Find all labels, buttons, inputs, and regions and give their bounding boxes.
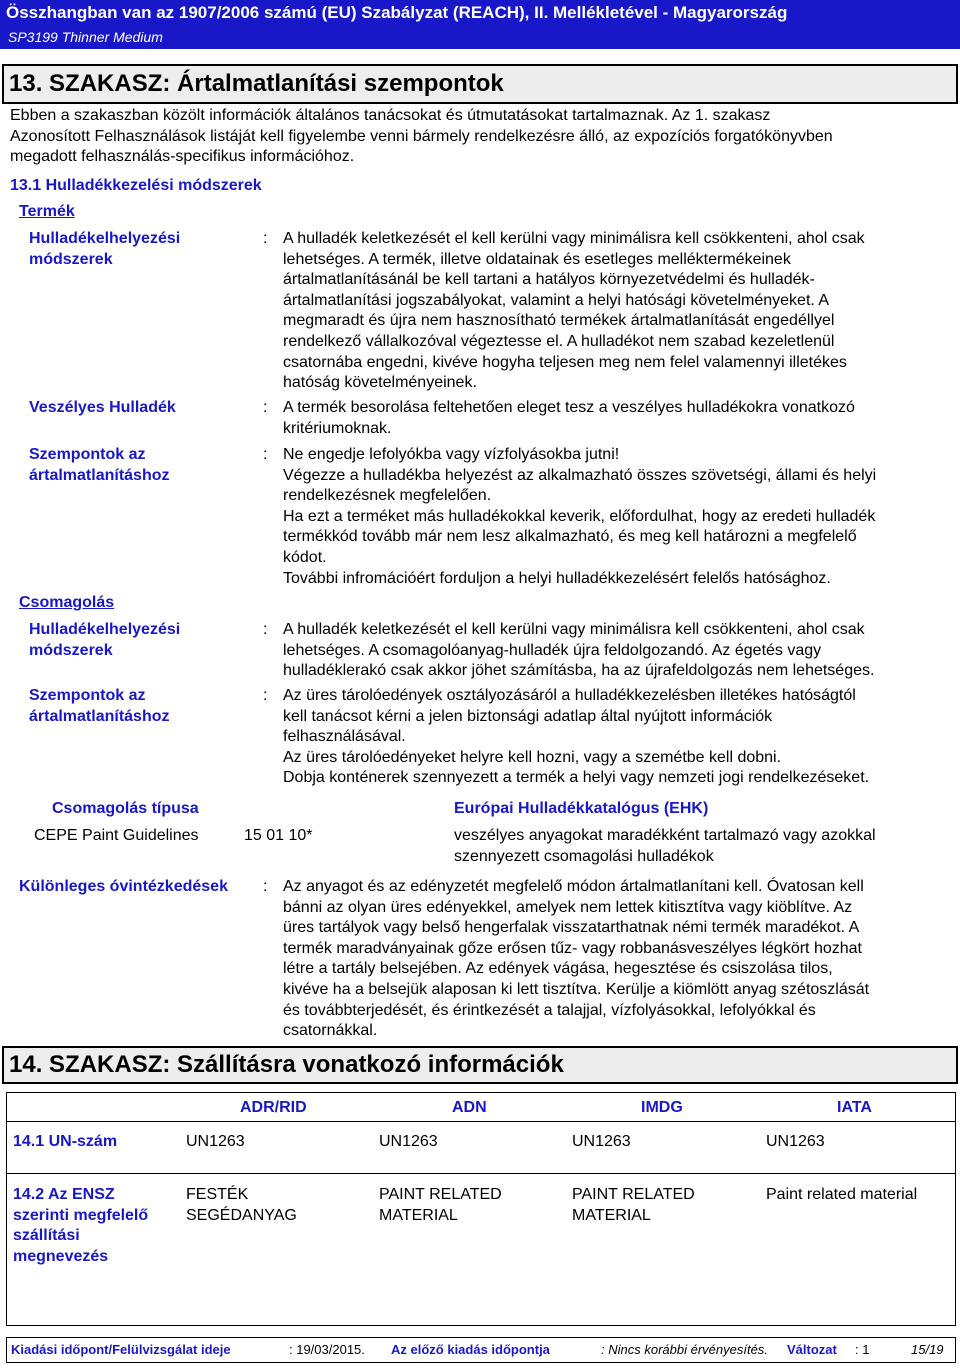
label-line: Szempontok az <box>29 687 146 704</box>
column-header-iata: IATA <box>837 1099 872 1116</box>
product-disposal-text <box>283 229 865 394</box>
packaging-disposal-text <box>283 620 874 682</box>
section-13-intro <box>10 106 833 168</box>
text-line: szennyezett csomagolási hulladékok <box>454 847 714 865</box>
ewc-header: Európai Hulladékkatalógus (EHK) <box>454 800 709 817</box>
label-colon: : <box>263 687 268 704</box>
page-number: 15/19 <box>911 1342 944 1357</box>
un-number-adn: UN1263 <box>379 1133 438 1150</box>
issue-date-label: Kiadási időpont/Felülvizsgálat ideje <box>11 1342 231 1357</box>
text-line: ártalmatlanításánál be kell tartani a hatályos környezetvédelmi és hulladék- <box>283 271 815 289</box>
text-line: A termék besorolása feltehetően eleget tesz a veszélyes hulladékokra vonatkozó <box>283 399 855 416</box>
packaging-type-header: Csomagolás típusa <box>52 800 199 817</box>
version-value: : 1 <box>855 1342 870 1357</box>
shipping-name-adn <box>379 1185 502 1226</box>
previous-issue-value: : Nincs korábbi érvényesítés. <box>601 1342 768 1357</box>
label-colon: : <box>263 230 268 247</box>
section-14-title: 14. SZAKASZ: Szállításra vonatkozó információk <box>2 1046 958 1084</box>
subsection-13-1-title: 13.1 Hulladékkezelési módszerek <box>10 177 262 194</box>
un-number-adr: UN1263 <box>186 1133 245 1150</box>
label-line: Szempontok az <box>29 446 146 463</box>
label-colon: : <box>263 621 268 638</box>
text-line: termékkód tovább már nem lesz alkalmazható, és meg kell határozni a megfelelő <box>283 528 857 546</box>
section-13-title: 13. SZAKASZ: Ártalmatlanítási szempontok <box>2 64 958 104</box>
label-line: 14.2 Az ENSZ <box>13 1186 115 1203</box>
text-line: Végezze a hulladékba helyezést az alkalmazható összes szövetségi, állami és helyi <box>283 466 877 484</box>
column-header-adr-rid: ADR/RID <box>240 1099 307 1116</box>
ewc-description <box>454 826 876 867</box>
text-line: hatóság követelményeinek. <box>283 374 477 392</box>
page-footer <box>6 1337 956 1363</box>
text-line: és továbbterjedését, és érintkezését a talajjal, vízfolyásokkal, lefolyókkal és <box>283 1001 816 1019</box>
intro-line: Ebben a szakaszban közölt információk általános tanácsokat és útmutatásokat tartalmaznak. Az 1. szakasz <box>10 107 771 124</box>
column-header-imdg: IMDG <box>641 1099 683 1116</box>
ewc-code: 15 01 10* <box>244 827 313 844</box>
text-line: létre a tartály belsejében. Az edények vágása, hegesztése és csiszolása tilos, <box>283 960 833 978</box>
text-line: PAINT RELATED <box>379 1186 502 1203</box>
text-line: MATERIAL <box>572 1206 651 1224</box>
un-number-imdg: UN1263 <box>572 1133 631 1150</box>
text-line: PAINT RELATED <box>572 1186 695 1203</box>
product-heading: Termék <box>19 203 75 220</box>
label-colon: : <box>263 399 268 416</box>
text-line: A hulladék keletkezését el kell kerülni vagy minimálisra kell csökkenteni, ahol csak <box>283 621 865 638</box>
label-line: Hulladékelhelyezési <box>29 230 181 247</box>
text-line: termék maradványainak gőze erősen tűz- vagy robbanásveszélyes légkört hozhat <box>283 939 862 957</box>
row-label-shipping-name <box>13 1185 148 1267</box>
label-line: szállítási <box>13 1227 80 1245</box>
text-line: Az anyagot és az edényzetét megfelelő módon ártalmatlanítani kell. Óvatosan kell <box>283 878 864 895</box>
text-line: felhasználásával. <box>283 728 406 746</box>
product-name-bar: SP3199 Thinner Medium <box>0 25 960 49</box>
product-disposal-label <box>29 229 180 270</box>
intro-line: Azonosított Felhasználások listáját kell figyelembe venni bármely rendelkezésre álló, az expozíciós forgatókönyvben <box>10 127 833 145</box>
special-precautions-text <box>283 877 869 1042</box>
packaging-considerations-text <box>283 686 869 789</box>
shipping-name-iata <box>766 1185 917 1206</box>
label-line: módszerek <box>29 641 113 659</box>
text-line: lehetséges. A termék, illetve oldatainak és esetleges melléktermékeinek <box>283 250 791 268</box>
hazardous-waste-label: Veszélyes Hulladék <box>29 399 176 416</box>
label-colon: : <box>263 878 268 895</box>
text-line: Az üres tárolóedények osztályozásáról a hulladékkezelésben illetékes hatóságtól <box>283 687 856 704</box>
text-line: rendelkező vállalkozóval végeztesse el. A hulladékot nem szabad kezeletlenül <box>283 332 835 350</box>
text-line: megmaradt és újra nem hasznosítható termékek ártalmatlanítását engedéllyel <box>283 312 835 330</box>
text-line: Paint related material <box>766 1186 918 1203</box>
packaging-disposal-label <box>29 620 180 661</box>
text-line: hulladéklerakó csak akkor jöhet számításba, ha az újrafeldolgozás nem lehetséges. <box>283 662 875 680</box>
label-line: szerinti megfelelő <box>13 1206 149 1224</box>
text-line: A hulladék keletkezését el kell kerülni vagy minimálisra kell csökkenteni, ahol csak <box>283 230 865 247</box>
text-line: kell tanácsot kérni a jelen biztonsági adatlap által nyújtott információk <box>283 707 773 725</box>
row-label-un-number: 14.1 UN-szám <box>13 1133 118 1150</box>
product-considerations-label <box>29 445 169 486</box>
hazardous-waste-text <box>283 398 855 439</box>
version-label: Változat <box>787 1342 837 1357</box>
text-line: További infromációért forduljon a helyi hulladékkezelésért felelős hatósághoz. <box>283 569 831 587</box>
text-line: kritériumoknak. <box>283 419 392 437</box>
table-divider <box>6 1173 956 1174</box>
label-line: Hulladékelhelyezési <box>29 621 181 638</box>
text-line: csatornákkal. <box>283 1022 378 1040</box>
intro-line: megadott felhasználás-specifikus információhoz. <box>10 148 355 166</box>
text-line: Ne engedje lefolyókba vagy vízfolyásokba jutni! <box>283 446 620 463</box>
product-considerations-text <box>283 445 876 589</box>
text-line: ártalmatlanítási jogszabályokat, valamint a helyi hatósági követelményeket. A <box>283 291 830 309</box>
text-line: FESTÉK <box>186 1186 249 1203</box>
special-precautions-label: Különleges óvintézkedések <box>19 878 228 895</box>
label-line: megnevezés <box>13 1247 109 1265</box>
shipping-name-adr <box>186 1185 297 1226</box>
label-line: módszerek <box>29 250 113 268</box>
text-line: veszélyes anyagokat maradékként tartalmazó vagy azokkal <box>454 827 876 844</box>
text-line: üres tartályok vagy belső hengerfalak visszatarthatnak némi termék maradékot. A <box>283 919 860 937</box>
issue-date-value: : 19/03/2015. <box>289 1342 365 1357</box>
column-header-adn: ADN <box>452 1099 487 1116</box>
label-colon: : <box>263 446 268 463</box>
table-divider <box>6 1121 956 1122</box>
packaging-type-value: CEPE Paint Guidelines <box>34 827 199 844</box>
text-line: lehetséges. A csomagolóanyag-hulladék újra feldolgozandó. Az égetés vagy <box>283 641 822 659</box>
shipping-name-imdg <box>572 1185 695 1226</box>
text-line: kivéve ha a belsejük alaposan ki lett tisztítva. Kerülje a kiömlött anyag szétoszlását <box>283 980 870 998</box>
text-line: csatornába engedni, kivéve hogyha teljesen meg nem felel valamennyi illetékes <box>283 353 847 371</box>
text-line: MATERIAL <box>379 1206 458 1224</box>
label-line: ártalmatlanításhoz <box>29 707 170 725</box>
packaging-considerations-label <box>29 686 169 727</box>
text-line: SEGÉDANYAG <box>186 1206 297 1224</box>
text-line: kódot. <box>283 548 327 566</box>
text-line: rendelkezésnek megfelelően. <box>283 487 492 505</box>
text-line: bánni az olyan üres edényekkel, amelyek nem lettek kitisztítva vagy kiöblítve. Az <box>283 898 853 916</box>
document-header-title: Összhangban van az 1907/2006 számú (EU) Szabályzat (REACH), II. Mellékletével - Magyarország <box>0 0 960 25</box>
packaging-heading: Csomagolás <box>19 594 115 611</box>
text-line: Ha ezt a terméket más hulladékokkal keverik, előfordulhat, hogy az eredeti hulladék <box>283 507 876 525</box>
label-line: ártalmatlanításhoz <box>29 466 170 484</box>
text-line: Dobja konténerek szennyezett a termék a helyi vagy nemzeti jogi rendelkezéseket. <box>283 769 870 787</box>
previous-issue-label: Az előző kiadás időpontja <box>391 1342 550 1357</box>
un-number-iata: UN1263 <box>766 1133 825 1150</box>
text-line: Az üres tárolóedényeket helyre kell hozni, vagy a szemétbe kell dobni. <box>283 748 782 766</box>
